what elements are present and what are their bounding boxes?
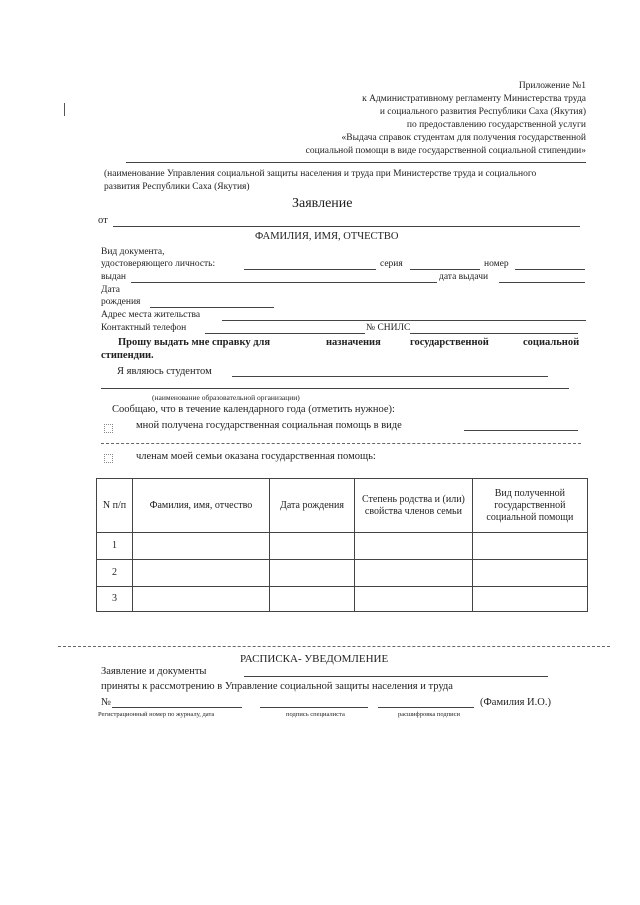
table-row <box>97 587 588 612</box>
receipt-line-2: приняты к рассмотрению в Управление социальной защиты населения и труда <box>101 681 453 692</box>
table-cell[interactable] <box>355 587 473 612</box>
number-input-line[interactable] <box>515 269 585 270</box>
address-label: Адрес места жительства <box>101 310 201 320</box>
series-label: серия <box>380 259 403 269</box>
inform-text: Сообщаю, что в течение календарного года (отметить нужное): <box>112 404 395 415</box>
recipient-caption-1: (наименование Управления социальной защиты населения и труда при Министерстве труда и социального <box>104 169 537 179</box>
receipt-line-1: Заявление и документы <box>101 666 207 677</box>
receipt-caption-decoding: расшифровка подписи <box>398 711 461 718</box>
document-title: Заявление <box>292 196 353 211</box>
student-input-line-2[interactable] <box>101 388 569 389</box>
option1-input-line-2[interactable] <box>101 443 581 444</box>
receipt-number-input-line[interactable] <box>112 707 242 708</box>
request-text-b: назначения <box>326 337 381 348</box>
table-cell[interactable] <box>355 560 473 587</box>
row-number: 2 <box>97 560 133 587</box>
issued-by-label: выдан <box>101 272 127 282</box>
number-label: номер <box>484 259 509 269</box>
header-line-1: к Административному регламенту Министерства труда <box>362 94 586 104</box>
receipt-title: РАСПИСКА- УВЕДОМЛЕНИЕ <box>240 653 389 665</box>
fio-caption: ФАМИЛИЯ, ИМЯ, ОТЧЕСТВО <box>255 231 399 242</box>
request-text-d: социальной <box>523 337 580 348</box>
option1-checkbox[interactable] <box>104 424 113 433</box>
receipt-docs-input-line[interactable] <box>244 676 548 677</box>
table-cell[interactable] <box>132 560 269 587</box>
table-cell[interactable] <box>269 587 354 612</box>
doc-type-label-2: удостоверяющего личность: <box>101 259 216 269</box>
receipt-signature-input-line[interactable] <box>260 707 368 708</box>
table-row <box>97 560 588 587</box>
doc-type-label-1: Вид документа, <box>101 247 165 257</box>
fio-input-line[interactable] <box>113 226 580 227</box>
recipient-caption-2: развития Республики Саха (Якутия) <box>104 182 250 192</box>
doc-type-input-line[interactable] <box>244 269 376 270</box>
header-aid-type: Вид полученной государственной социальной помощи <box>472 479 587 533</box>
option1-label: мной получена государственная социальная помощь в виде <box>136 420 402 431</box>
option2-label: членам моей семьи оказана государственная помощь: <box>136 451 376 462</box>
birth-label-2: рождения <box>101 297 141 307</box>
receipt-number-label: № <box>101 697 112 708</box>
table-cell[interactable] <box>132 587 269 612</box>
birth-input-line[interactable] <box>150 307 274 308</box>
table-cell[interactable] <box>132 533 269 560</box>
student-caption: (наименование образовательной организации) <box>152 393 300 402</box>
snils-label: № СНИЛС <box>366 323 411 333</box>
phone-label: Контактный телефон <box>101 323 187 333</box>
student-label: Я являюсь студентом <box>117 366 212 377</box>
table-cell[interactable] <box>472 587 587 612</box>
cut-line <box>58 646 610 647</box>
header-line-3: по предоставлению государственной услуги <box>406 120 586 130</box>
header-relation: Степень родства и (или) свойства членов семьи <box>355 479 473 533</box>
address-input-line[interactable] <box>222 320 586 321</box>
series-input-line[interactable] <box>410 269 480 270</box>
header-birthdate: Дата рождения <box>269 479 354 533</box>
table-cell[interactable] <box>269 533 354 560</box>
header-line-4: «Выдача справок студентам для получения государственной <box>341 133 586 143</box>
request-text-c: государственной <box>410 337 489 348</box>
issued-by-input-line[interactable] <box>131 282 437 283</box>
option2-checkbox[interactable] <box>104 454 113 463</box>
table-cell[interactable] <box>472 533 587 560</box>
family-table <box>96 478 588 612</box>
table-cell[interactable] <box>472 560 587 587</box>
header-number: N п/п <box>97 479 133 533</box>
request-text-2: стипендии. <box>101 350 154 361</box>
issue-date-input-line[interactable] <box>499 282 585 283</box>
row-number: 3 <box>97 587 133 612</box>
request-text-a: Прошу выдать мне справку для <box>118 337 271 348</box>
birth-label-1: Дата <box>101 285 120 295</box>
table-cell[interactable] <box>355 533 473 560</box>
recipient-line <box>126 162 586 163</box>
student-input-line-1[interactable] <box>232 376 548 377</box>
snils-input-line[interactable] <box>410 333 578 334</box>
receipt-name-hint: (Фамилия И.О.) <box>480 697 551 708</box>
margin-mark <box>64 103 65 116</box>
receipt-caption-signature: подпись специалиста <box>286 711 345 718</box>
from-label: от <box>98 215 108 226</box>
receipt-caption-number: Регистрационный номер по журналу, дата <box>98 711 215 718</box>
phone-input-line[interactable] <box>205 333 365 334</box>
row-number: 1 <box>97 533 133 560</box>
header-fio: Фамилия, имя, отчество <box>132 479 269 533</box>
table-row <box>97 533 588 560</box>
appendix-number: Приложение №1 <box>518 81 586 91</box>
issue-date-label: дата выдачи <box>439 272 489 282</box>
receipt-decoding-input-line[interactable] <box>378 707 474 708</box>
header-line-2: и социального развития Республики Саха (Якутия) <box>379 107 586 117</box>
table-cell[interactable] <box>269 560 354 587</box>
option1-input-line[interactable] <box>464 430 578 431</box>
table-header-row <box>97 479 588 533</box>
header-line-5: социальной помощи в виде государственной социальной стипендии» <box>305 146 586 156</box>
